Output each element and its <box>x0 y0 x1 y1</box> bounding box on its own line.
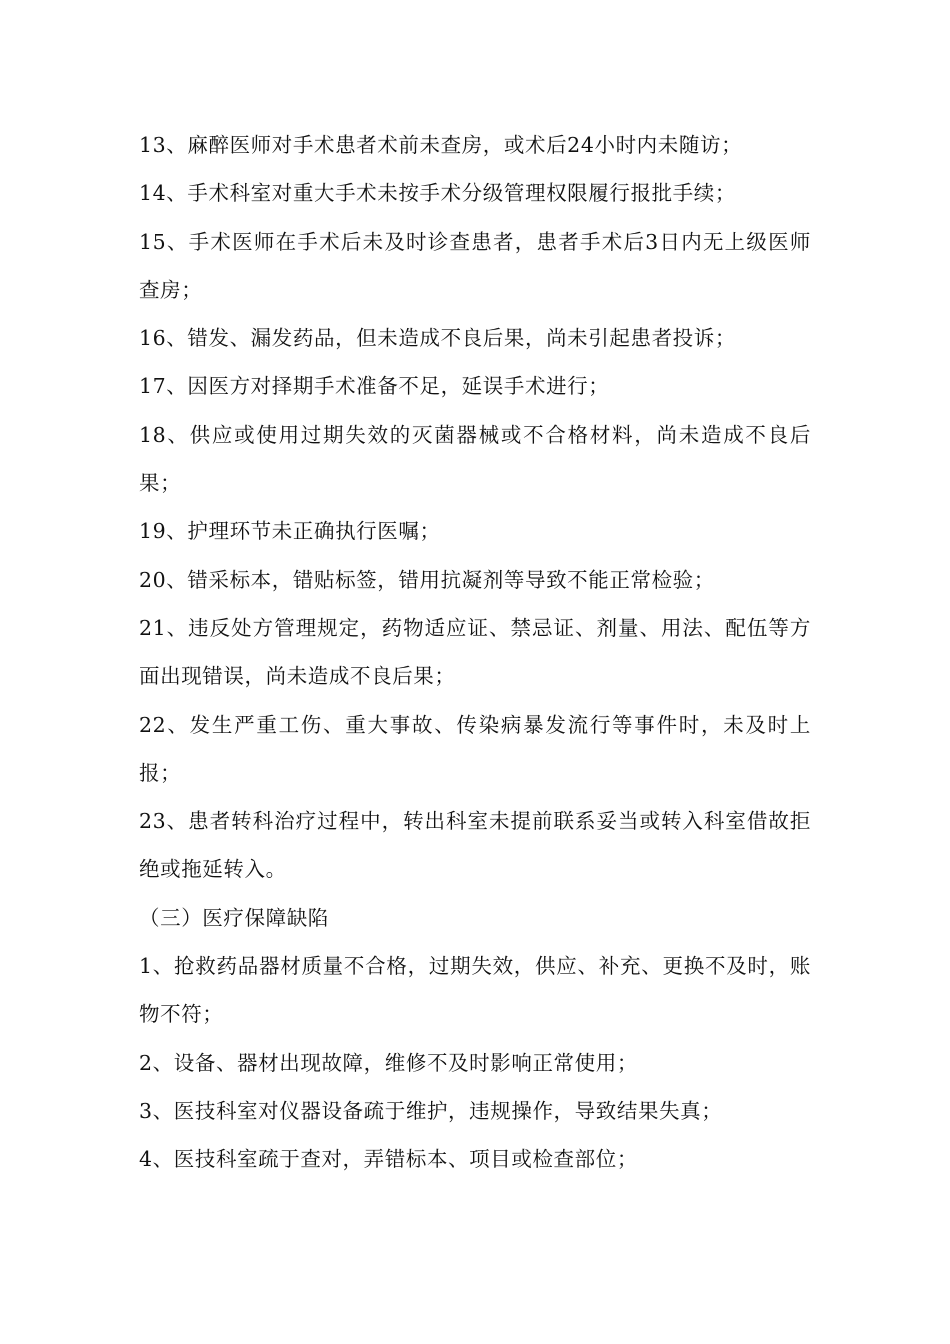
list-item: 17、因医方对择期手术准备不足，延误手术进行； <box>139 374 610 399</box>
list-item: 15、手术医师在手术后未及时诊查患者，患者手术后3日内无上级医师查房； <box>139 229 811 302</box>
document-body <box>139 121 811 1184</box>
list-item: 16、错发、漏发药品，但未造成不良后果，尚未引起患者投诉； <box>139 326 736 351</box>
list-item: 3、医技科室对仪器设备疏于维护，违规操作，导致结果失真； <box>139 1098 723 1123</box>
section-heading: （三）医疗保障缺陷 <box>139 905 329 930</box>
list-item: 19、护理环节未正确执行医嘱； <box>139 519 441 544</box>
list-item: 23、患者转科治疗过程中，转出科室未提前联系妥当或转入科室借故拒绝或拖延转入。 <box>139 809 811 882</box>
list-item: 18、供应或使用过期失效的灭菌器械或不合格材料，尚未造成不良后果； <box>139 422 811 496</box>
list-item: 22、发生严重工伤、重大事故、传染病暴发流行等事件时，未及时上报； <box>139 712 811 785</box>
list-item: 14、手术科室对重大手术未按手术分级管理权限履行报批手续； <box>139 181 736 206</box>
list-item: 1、抢救药品器材质量不合格，过期失效，供应、补充、更换不及时，账物不符； <box>139 954 811 1027</box>
list-item: 13、麻醉医师对手术患者术前未查房，或术后24小时内未随访； <box>139 133 743 157</box>
list-item: 2、设备、器材出现故障，维修不及时影响正常使用； <box>139 1050 638 1075</box>
list-item: 4、医技科室疏于查对，弄错标本、项目或检查部位； <box>139 1147 638 1172</box>
list-item: 21、违反处方管理规定，药物适应证、禁忌证、剂量、用法、配伍等方面出现错误，尚未造成不良后果； <box>139 615 811 689</box>
list-item: 20、错采标本，错贴标签，错用抗凝剂等导致不能正常检验； <box>139 567 715 592</box>
